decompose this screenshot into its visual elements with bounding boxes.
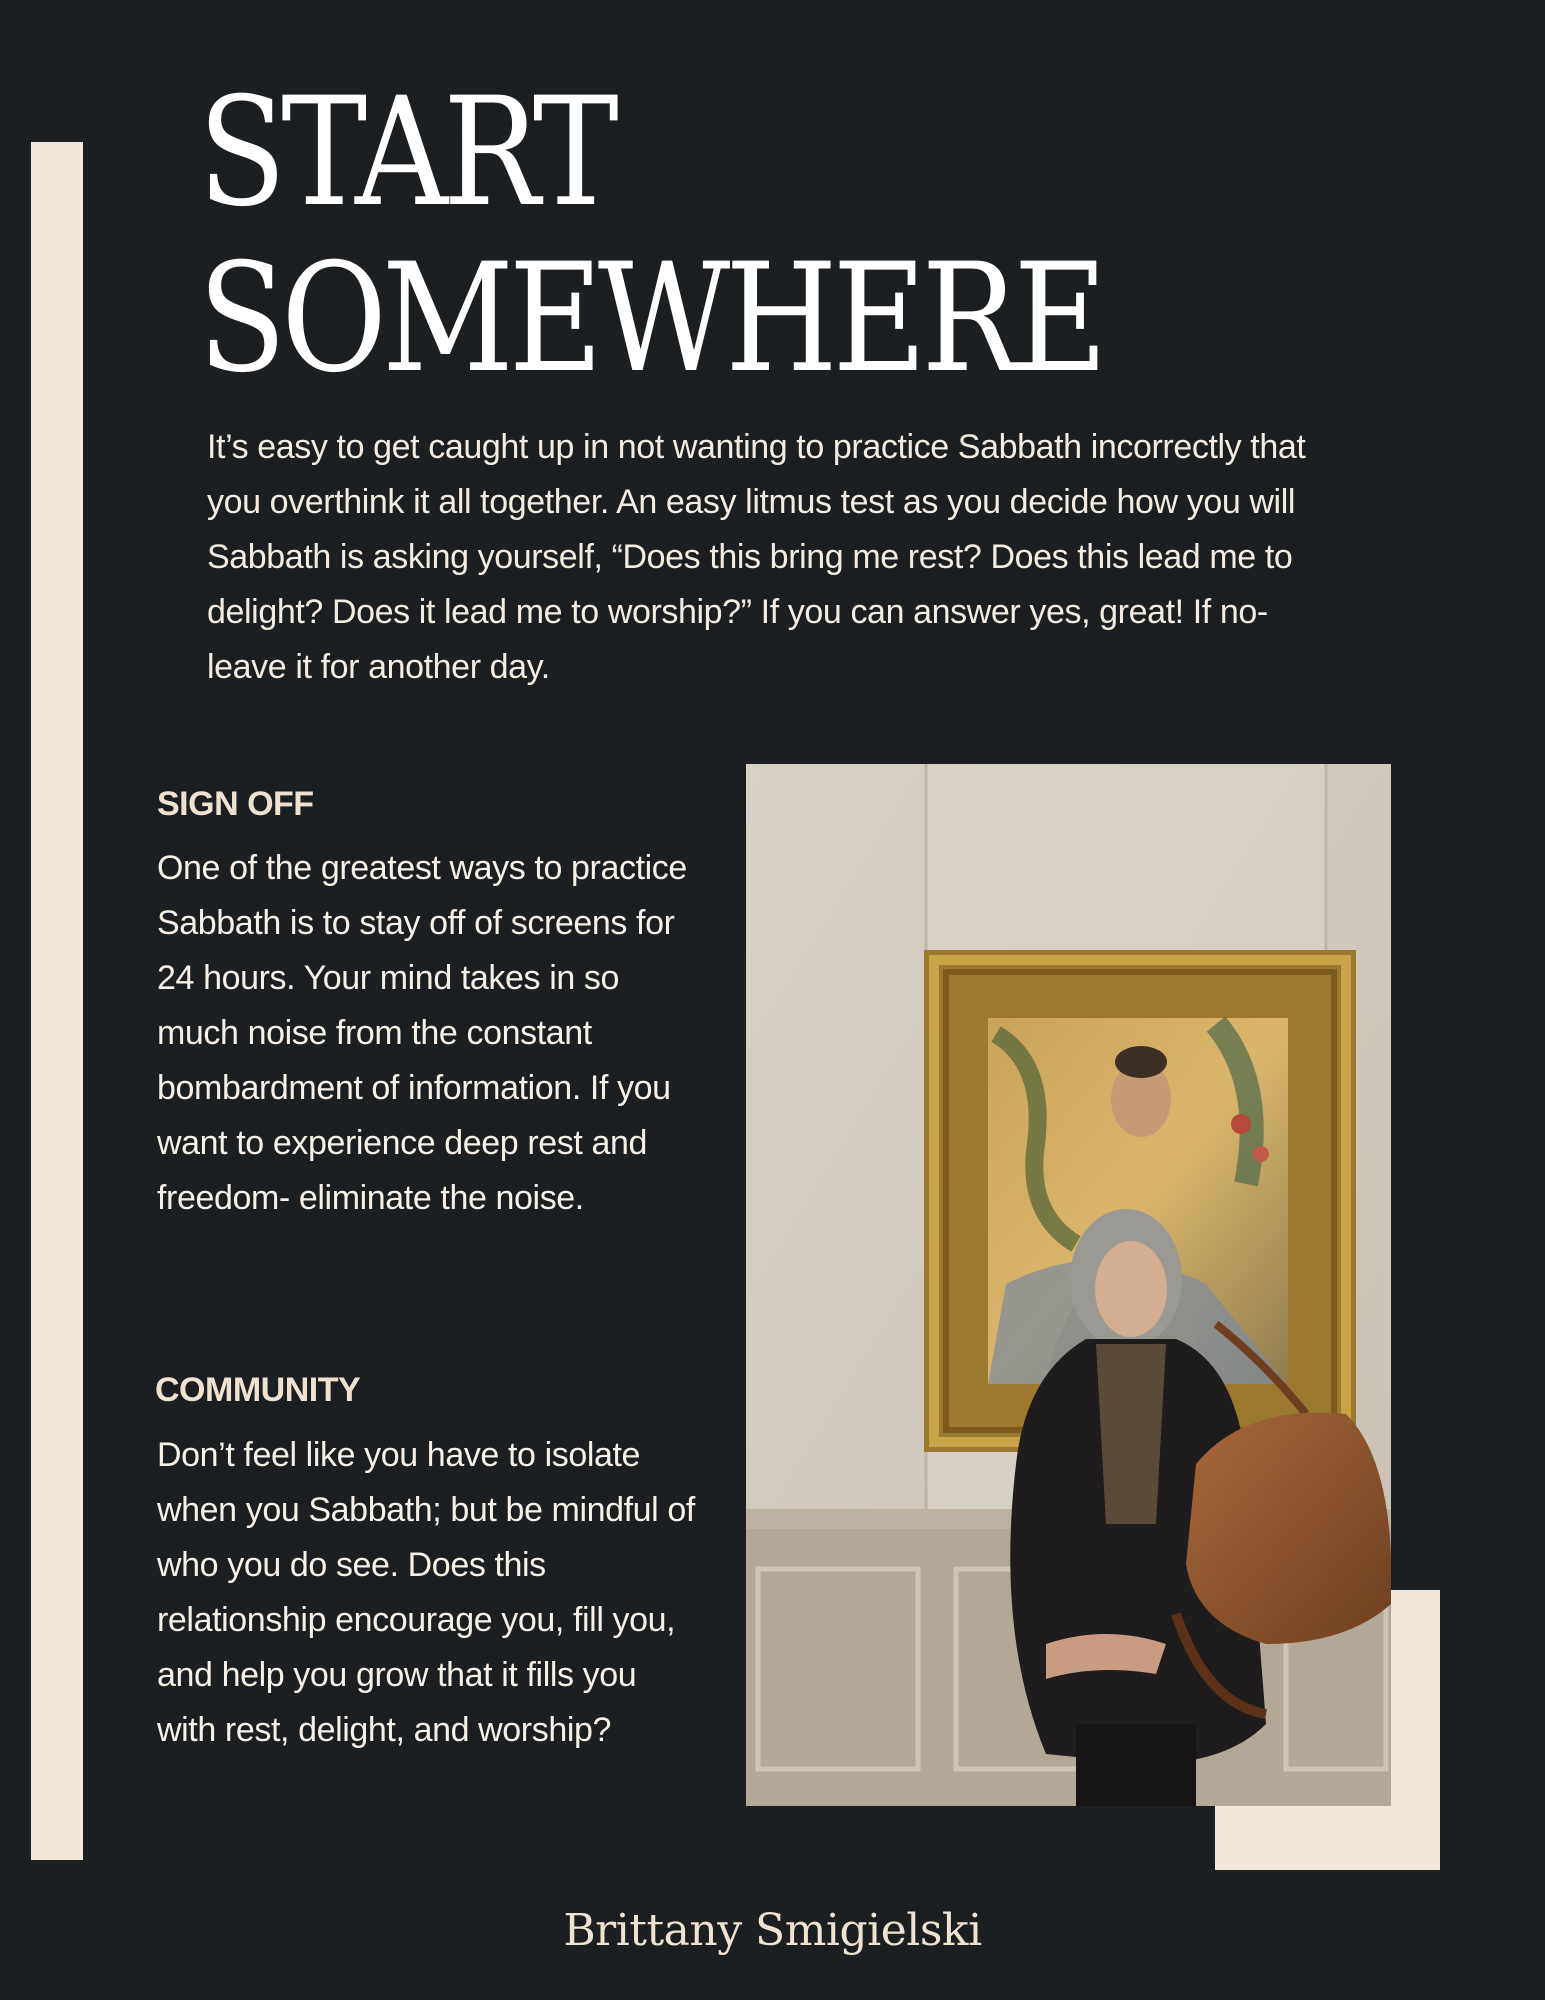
museum-photo — [746, 764, 1391, 1806]
sign-off-heading: SIGN OFF — [157, 785, 314, 823]
community-body: Don’t feel like you have to isolate when you Sabbath; but be mindful of who you do see. Does this relationship encourage you, fill you, and help you grow that it fills you with rest, delight, and worship? — [157, 1436, 695, 1749]
intro-paragraph: It’s easy to get caught up in not wanting to practice Sabbath incorrectly that you overthink it all together. An easy litmus test as you decide how you will Sabbath is asking yourself, “Does this bring me rest? Does this lead me to delight? Does it lead me to worship?” If you can answer yes, great! If no- leave it for another day. — [207, 428, 1306, 686]
page-title — [198, 66, 1103, 406]
community-heading: COMMUNITY — [155, 1371, 361, 1409]
title-line-2: SOMEWHERE — [198, 232, 1103, 406]
title-line-1: START — [198, 66, 614, 240]
left-accent-bar — [31, 142, 83, 1860]
author-signature: Brittany Smigielski — [563, 1905, 982, 1956]
sign-off-body: One of the greatest ways to practice Sabbath is to stay off of screens for 24 hours. Your mind takes in so much noise from the constant bombardment of information. If you want to experience deep rest and freedom- eliminate the noise. — [157, 849, 687, 1217]
